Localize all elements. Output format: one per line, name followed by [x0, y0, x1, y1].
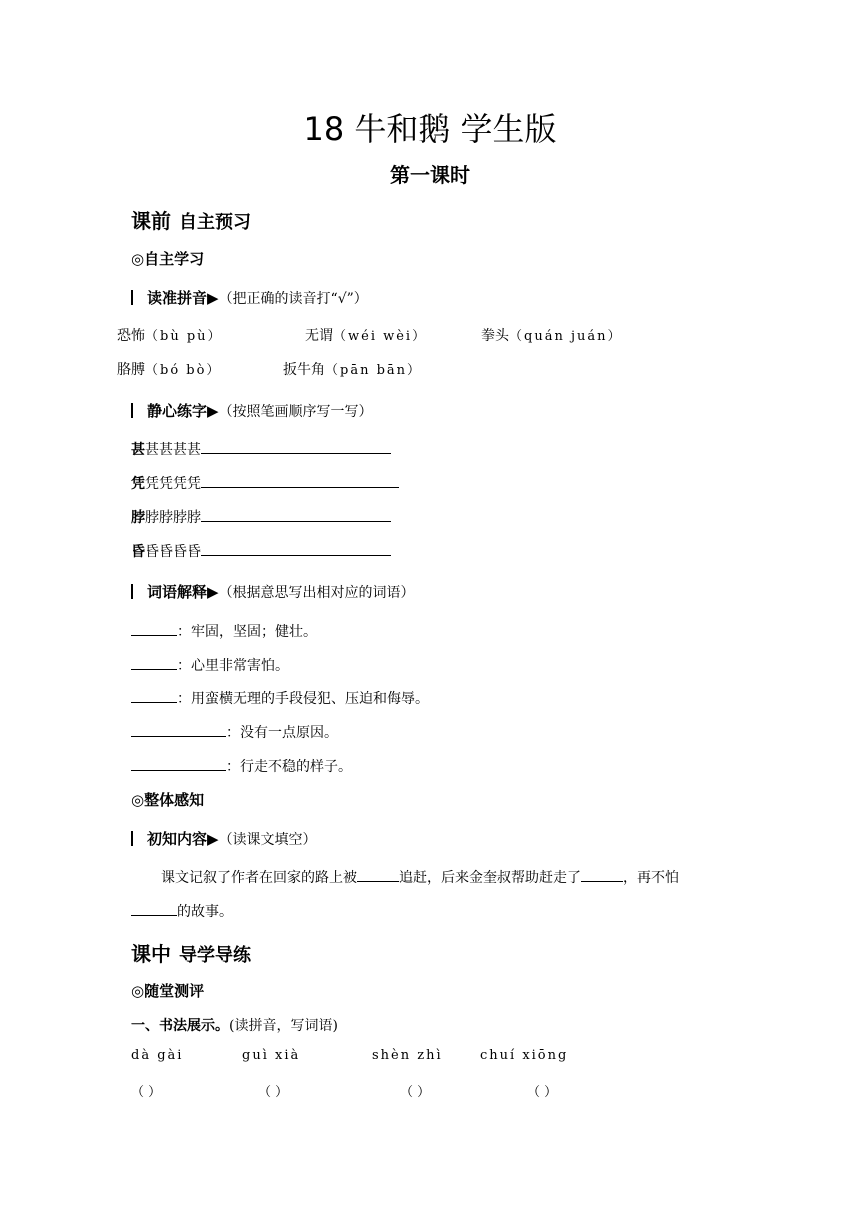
pinyin-prompt: dà gài	[131, 1048, 184, 1063]
vocab-blank[interactable]	[131, 621, 177, 636]
content-text: 追赶，后来金奎叔帮助赶走了	[399, 870, 581, 886]
writing-repeat: 甚甚甚甚	[145, 442, 201, 458]
content-text: ，再不怕	[623, 870, 679, 886]
pinyin-options: （bó bò）	[145, 363, 222, 378]
pinyin-item	[283, 359, 422, 379]
pinyin-prompt: chuí xiōng	[480, 1048, 569, 1063]
section-heading-sub: 自主预习	[179, 212, 251, 233]
vocab-definition: ：没有一点原因。	[226, 725, 338, 741]
writing-blank[interactable]	[201, 439, 391, 454]
content-paragraph-line1	[161, 867, 679, 887]
task-label: 词语解释	[147, 583, 208, 601]
arrow-icon: ▶	[207, 583, 219, 601]
writing-row	[131, 541, 391, 561]
writing-blank[interactable]	[201, 507, 391, 522]
task-note: （读课文填空）	[218, 832, 317, 848]
pinyin-prompt: guì xià	[242, 1048, 301, 1063]
self-study-heading: ◎自主学习	[131, 250, 205, 268]
vocab-item	[131, 655, 289, 675]
section-heading-main: 课中	[131, 942, 171, 966]
writing-blank[interactable]	[201, 473, 399, 488]
calligraphy-note: (读拼音，写词语)	[229, 1018, 338, 1034]
pinyin-prompt: shèn zhì	[372, 1048, 443, 1063]
pinyin-options: （bù pù）	[145, 329, 223, 344]
pinyin-task-heading	[131, 287, 368, 308]
pinyin-word: 扳牛角	[283, 362, 325, 378]
pinyin-item	[305, 325, 427, 345]
section-heading-sub: 导学导练	[179, 945, 251, 966]
vocab-item	[131, 756, 352, 776]
test-heading: ◎随堂测评	[131, 982, 205, 1000]
content-blank[interactable]	[357, 867, 399, 882]
lesson-subtitle: 第一课时	[390, 163, 470, 187]
writing-repeat: 凭凭凭凭	[145, 476, 201, 492]
vocab-blank[interactable]	[131, 688, 177, 703]
answer-parentheses[interactable]: （ ）	[400, 1085, 431, 1100]
content-blank[interactable]	[581, 867, 623, 882]
arrow-icon: ▶	[207, 402, 219, 420]
task-bar	[131, 403, 133, 418]
vocab-item	[131, 722, 338, 742]
arrow-icon: ▶	[207, 289, 219, 307]
answer-parentheses[interactable]: （ ）	[527, 1085, 558, 1100]
writing-repeat: 昏昏昏昏	[145, 544, 201, 560]
writing-task-heading	[131, 400, 373, 421]
calligraphy-heading	[131, 1015, 338, 1035]
writing-repeat: 脖脖脖脖	[145, 510, 201, 526]
task-bar	[131, 831, 133, 846]
task-note: （根据意思写出相对应的词语）	[218, 585, 415, 601]
page-title: 18 牛和鹅 学生版	[303, 110, 557, 148]
writing-row	[131, 473, 399, 493]
vocab-task-heading	[131, 581, 415, 602]
vocab-item	[131, 688, 429, 708]
content-text: 的故事。	[177, 904, 233, 920]
writing-char: 凭	[131, 476, 145, 492]
writing-row	[131, 507, 391, 527]
pinyin-word: 拳头	[481, 328, 509, 344]
writing-char: 甚	[131, 442, 145, 458]
task-label: 初知内容	[147, 830, 208, 848]
answer-parentheses[interactable]: （ ）	[131, 1085, 162, 1100]
pinyin-options: （quán juán）	[509, 329, 623, 344]
pinyin-item	[481, 325, 622, 345]
task-note: （按照笔画顺序写一写）	[218, 404, 373, 420]
pinyin-word: 胳膊	[117, 362, 145, 378]
vocab-item	[131, 621, 317, 641]
content-paragraph-line2	[131, 901, 233, 921]
answer-parentheses[interactable]: （ ）	[258, 1085, 289, 1100]
pinyin-item	[117, 325, 223, 345]
pinyin-options: （pān bān）	[325, 363, 423, 378]
vocab-definition: ：行走不稳的样子。	[226, 759, 352, 775]
task-note: （把正确的读音打“√”）	[218, 291, 368, 307]
calligraphy-label: 一、书法展示。	[131, 1018, 229, 1034]
vocab-blank[interactable]	[131, 655, 177, 670]
pinyin-word: 恐怖	[117, 328, 145, 344]
content-text: 课文记叙了作者在回家的路上被	[161, 870, 357, 886]
writing-char: 脖	[131, 510, 145, 526]
arrow-icon: ▶	[207, 830, 219, 848]
writing-row	[131, 439, 391, 459]
vocab-definition: ：心里非常害怕。	[177, 658, 289, 674]
task-label: 静心练字	[147, 402, 208, 420]
task-bar	[131, 290, 133, 305]
vocab-blank[interactable]	[131, 756, 226, 771]
content-blank[interactable]	[131, 901, 177, 916]
vocab-blank[interactable]	[131, 722, 226, 737]
pinyin-word: 无谓	[305, 328, 333, 344]
task-label: 读准拼音	[147, 289, 208, 307]
overall-heading: ◎整体感知	[131, 791, 205, 809]
content-task-heading	[131, 828, 317, 849]
writing-char: 昏	[131, 544, 145, 560]
pinyin-item	[117, 359, 221, 379]
vocab-definition: ：牢固，坚固；健壮。	[177, 624, 317, 640]
section-heading-main: 课前	[131, 209, 171, 233]
vocab-definition: ：用蛮横无理的手段侵犯、压迫和侮辱。	[177, 691, 429, 707]
pinyin-options: （wéi wèi）	[333, 329, 428, 344]
writing-blank[interactable]	[201, 541, 391, 556]
section-heading-in-class	[131, 938, 251, 967]
task-bar	[131, 584, 133, 599]
section-heading-pre-class	[131, 205, 251, 234]
